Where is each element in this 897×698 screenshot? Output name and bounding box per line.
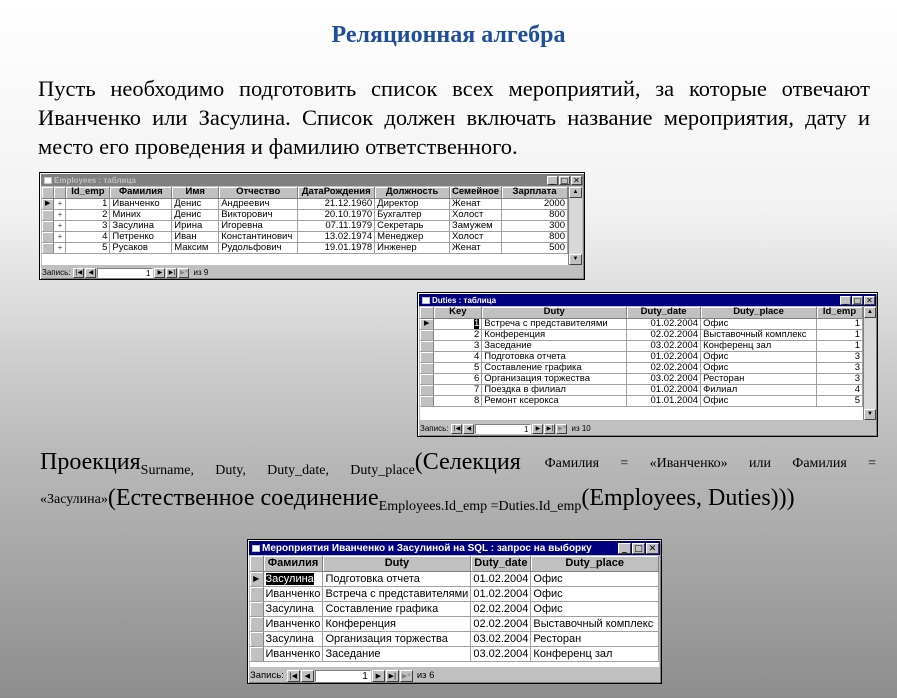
scroll-up-icon[interactable]: ▲ [864, 307, 876, 318]
record-total: из 10 [571, 424, 591, 433]
cell[interactable]: Женат [450, 198, 502, 209]
cell[interactable]: Денис [172, 198, 219, 209]
cell[interactable]: 03.02.2004 [627, 340, 701, 351]
query-header-row [250, 556, 659, 571]
projection-keyword: Проекция [40, 449, 141, 475]
table-row[interactable] [420, 318, 863, 329]
cell[interactable]: 6 [434, 373, 482, 384]
cell[interactable]: 03.02.2004 [627, 373, 701, 384]
cell[interactable]: Денис [172, 209, 219, 220]
slide-title: Реляционная алгебра [331, 22, 566, 48]
cell[interactable]: Офис [701, 362, 817, 373]
last-record-icon[interactable]: ▶| [386, 670, 399, 682]
cell[interactable]: 01.02.2004 [627, 351, 701, 362]
cell[interactable]: Засулина [263, 601, 323, 616]
cell[interactable]: 03.02.2004 [471, 646, 531, 661]
cell[interactable]: 5 [434, 362, 482, 373]
row-selector[interactable] [420, 373, 434, 384]
table-row[interactable] [420, 362, 863, 373]
cell[interactable]: 13.02.1974 [298, 231, 375, 242]
expand-header [54, 187, 66, 198]
column-header[interactable]: Фамилия [263, 556, 323, 571]
cell[interactable]: Иванченко [263, 616, 323, 631]
cell[interactable]: Иванченко [110, 198, 172, 209]
record-label: Запись: [420, 424, 449, 433]
cell[interactable]: 4 [817, 384, 863, 395]
employees-titlebar[interactable] [41, 174, 583, 186]
row-selector[interactable] [420, 351, 434, 362]
table-row[interactable] [250, 646, 659, 661]
cell[interactable]: 3 [434, 340, 482, 351]
row-selector[interactable] [250, 601, 263, 616]
query-icon [252, 545, 260, 552]
cell[interactable]: Встреча с представителями [323, 586, 471, 601]
record-navigator[interactable] [42, 266, 208, 279]
table-row[interactable] [250, 601, 659, 616]
table-row[interactable] [250, 571, 659, 586]
scroll-up-icon[interactable]: ▲ [569, 187, 582, 198]
cell[interactable]: 8 [434, 395, 482, 406]
query-titlebar[interactable] [249, 541, 660, 555]
cell[interactable]: 500 [502, 242, 568, 253]
row-selector-header [250, 556, 263, 571]
row-selector[interactable] [250, 586, 263, 601]
record-number-field[interactable]: 1 [475, 424, 531, 434]
table-row[interactable] [420, 351, 863, 362]
record-label: Запись: [42, 268, 71, 277]
relational-algebra-formula [40, 446, 876, 518]
record-total: из 6 [416, 670, 435, 681]
cell[interactable]: 3 [817, 362, 863, 373]
cell[interactable]: Холост [450, 231, 502, 242]
cell[interactable]: 3 [817, 373, 863, 384]
cell[interactable]: Менеджер [375, 231, 450, 242]
cell[interactable]: Офис [701, 395, 817, 406]
record-number-field[interactable]: 1 [315, 670, 371, 682]
cell[interactable]: Заседание [323, 646, 471, 661]
minimize-icon[interactable]: _ [618, 543, 631, 554]
cell[interactable]: Офис [531, 571, 659, 586]
cell[interactable]: Бухгалтер [375, 209, 450, 220]
plus-icon[interactable]: + [54, 209, 66, 220]
projection-attributes: Surname, Duty, Duty_date, Duty_place [140, 463, 415, 478]
new-record-icon[interactable]: ▶* [180, 268, 188, 276]
selected-cell-value[interactable]: Засулина [265, 572, 314, 585]
row-selector[interactable] [420, 329, 434, 340]
cell[interactable]: Засулина [263, 631, 323, 646]
selection-keyword: (Селекция [414, 449, 521, 475]
cell[interactable]: Конференц зал [701, 340, 817, 351]
duties-grid[interactable] [420, 307, 863, 420]
cell[interactable]: Секретарь [375, 220, 450, 231]
first-record-icon[interactable]: |◀ [287, 670, 300, 682]
cell[interactable]: Константинович [219, 231, 298, 242]
row-selector[interactable] [250, 631, 263, 646]
cell[interactable]: Подготовка отчета [482, 351, 627, 362]
row-selector[interactable] [420, 384, 434, 395]
cell[interactable]: Конференция [323, 616, 471, 631]
row-selector[interactable] [250, 646, 263, 661]
cell[interactable]: Офис [701, 318, 817, 329]
table-row[interactable] [420, 384, 863, 395]
cell[interactable]: 01.01.2004 [627, 395, 701, 406]
vertical-scrollbar[interactable] [568, 187, 582, 265]
column-header[interactable]: Duty [482, 307, 627, 318]
join-condition: Employees.Id_emp =Duties.Id_emp [378, 499, 582, 514]
row-selector-header [420, 307, 434, 318]
query-title: Мероприятия Иванченко и Засулиной на SQL : запрос на выборку [262, 542, 592, 554]
first-record-icon[interactable]: |◀ [451, 424, 462, 434]
cell[interactable]: 21.12.1960 [298, 198, 375, 209]
join-arguments: (Employees, Duties))) [581, 485, 795, 511]
cell[interactable]: Офис [701, 351, 817, 362]
cell[interactable]: 2000 [502, 198, 568, 209]
maximize-icon[interactable]: □ [560, 175, 569, 185]
column-header[interactable]: Duty_date [471, 556, 531, 571]
cell[interactable]: Русаков [110, 242, 172, 253]
plus-icon[interactable]: + [54, 242, 66, 253]
cell[interactable]: Подготовка отчета [323, 571, 471, 586]
maximize-icon[interactable]: □ [853, 295, 862, 305]
next-record-icon[interactable]: ▶ [372, 670, 385, 682]
cell[interactable]: 01.02.2004 [471, 571, 531, 586]
row-selector[interactable] [420, 395, 434, 406]
cell[interactable]: Женат [450, 242, 502, 253]
employees-header-row [42, 187, 568, 198]
cell[interactable]: Рудольфович [219, 242, 298, 253]
query-table [250, 556, 659, 662]
cell[interactable]: 02.02.2004 [471, 601, 531, 616]
column-header[interactable]: Key [434, 307, 482, 318]
scroll-down-icon[interactable]: ▼ [569, 254, 582, 265]
table-row[interactable] [420, 373, 863, 384]
cell[interactable]: 1 [66, 198, 110, 209]
row-selector[interactable] [42, 242, 54, 253]
next-record-icon[interactable]: ▶ [532, 424, 543, 434]
cell[interactable]: 5 [817, 395, 863, 406]
table-icon [44, 177, 52, 184]
plus-icon[interactable]: + [54, 231, 66, 242]
cell[interactable]: Андреевич [219, 198, 298, 209]
cell[interactable]: Петренко [110, 231, 172, 242]
table-row[interactable] [420, 329, 863, 340]
cell[interactable]: Выставочный комплекс [531, 616, 659, 631]
plus-icon[interactable]: + [54, 220, 66, 231]
query-window[interactable] [247, 539, 662, 684]
column-header[interactable]: Фамилия [110, 187, 172, 198]
column-header[interactable]: Duty_place [531, 556, 659, 571]
next-record-icon[interactable]: ▶ [154, 268, 165, 278]
column-header[interactable]: Id_emp [817, 307, 863, 318]
cell[interactable]: 01.02.2004 [627, 318, 701, 329]
record-total: из 9 [193, 268, 209, 277]
cell[interactable]: 20.10.1970 [298, 209, 375, 220]
row-selector[interactable] [420, 340, 434, 351]
cell[interactable]: 19.01.1978 [298, 242, 375, 253]
cell[interactable]: Составление графика [482, 362, 627, 373]
current-record-icon[interactable]: ▶ [250, 571, 263, 586]
record-navigator[interactable] [420, 422, 591, 435]
cell[interactable] [434, 318, 482, 329]
table-row[interactable] [250, 616, 659, 631]
cell[interactable]: Инженер [375, 242, 450, 253]
first-record-icon[interactable]: |◀ [73, 268, 84, 278]
cell[interactable]: 800 [502, 231, 568, 242]
cell[interactable]: 01.02.2004 [627, 384, 701, 395]
cell[interactable]: 02.02.2004 [627, 329, 701, 340]
cell[interactable]: 02.02.2004 [471, 616, 531, 631]
cell[interactable]: 03.02.2004 [471, 631, 531, 646]
duties-header-row [420, 307, 863, 318]
row-selector[interactable] [420, 362, 434, 373]
cell[interactable]: Поездка в филиал [482, 384, 627, 395]
close-icon[interactable]: ✕ [864, 296, 875, 305]
cell[interactable]: Ремонт ксерокса [482, 395, 627, 406]
join-keyword: (Естественное соединение [107, 485, 379, 511]
row-selector[interactable] [250, 616, 263, 631]
cell[interactable]: 7 [434, 384, 482, 395]
column-header[interactable]: Id_emp [66, 187, 110, 198]
duties-table [420, 307, 863, 407]
table-row[interactable] [42, 209, 568, 220]
cell[interactable]: Организация торжества [323, 631, 471, 646]
cell[interactable]: Замужем [450, 220, 502, 231]
cell[interactable]: 02.02.2004 [627, 362, 701, 373]
column-header[interactable]: Duty_place [701, 307, 817, 318]
table-row[interactable] [420, 340, 863, 351]
cell[interactable]: Составление графика [323, 601, 471, 616]
cell[interactable]: 300 [502, 220, 568, 231]
cell[interactable]: Ресторан [531, 631, 659, 646]
cell[interactable]: Ирина [172, 220, 219, 231]
cell[interactable]: 1 [817, 318, 863, 329]
duties-titlebar[interactable] [419, 294, 876, 306]
intro-paragraph: Пусть необходимо подготовить список всех мероприятий, за которые отвечают Иванченко или Засулина. Список должен включать название мероприятия, дату и место его проведения и фамилию ответственного. [38, 76, 870, 159]
last-record-icon[interactable]: ▶| [544, 424, 555, 434]
cell[interactable]: Викторович [219, 209, 298, 220]
cell[interactable]: 07.11.1979 [298, 220, 375, 231]
cell[interactable]: 800 [502, 209, 568, 220]
cell[interactable]: Иван [172, 231, 219, 242]
cell[interactable]: Миних [110, 209, 172, 220]
table-row[interactable] [42, 220, 568, 231]
query-grid[interactable] [250, 556, 659, 667]
cell[interactable]: Конференц зал [531, 646, 659, 661]
cell[interactable] [263, 571, 323, 586]
record-navigator[interactable] [250, 668, 434, 683]
new-record-icon[interactable]: ▶* [558, 424, 566, 432]
column-header[interactable]: Семейное [450, 187, 502, 198]
record-number-field[interactable]: 1 [97, 268, 153, 278]
new-record-icon[interactable]: ▶* [400, 670, 413, 682]
cell[interactable]: Организация торжества [482, 373, 627, 384]
cell[interactable]: Игоревна [219, 220, 298, 231]
record-label: Запись: [250, 670, 284, 681]
employees-table [42, 187, 568, 254]
close-icon[interactable]: ✕ [646, 543, 659, 554]
selection-condition: Фамилия = «Иванченко» или Фамилия = «Засулина» [40, 456, 876, 507]
last-record-icon[interactable]: ▶| [166, 268, 177, 278]
column-header[interactable]: Имя [172, 187, 219, 198]
cell[interactable]: Директор [375, 198, 450, 209]
vertical-scrollbar[interactable] [863, 307, 876, 420]
cell[interactable]: 4 [66, 231, 110, 242]
scroll-down-icon[interactable]: ▼ [864, 409, 876, 420]
cell[interactable]: 4 [434, 351, 482, 362]
column-header[interactable]: Duty_date [627, 307, 701, 318]
employees-grid[interactable] [42, 187, 568, 265]
table-row[interactable] [420, 395, 863, 406]
cell[interactable]: Выставочный комплекс [701, 329, 817, 340]
prev-record-icon[interactable]: ◀ [301, 670, 314, 682]
employees-window[interactable] [39, 172, 585, 280]
table-row[interactable] [250, 631, 659, 646]
current-record-icon[interactable]: ▶ [42, 198, 54, 209]
table-icon [422, 297, 430, 304]
maximize-icon[interactable]: □ [632, 543, 645, 554]
duties-window[interactable] [417, 292, 878, 437]
current-record-icon[interactable]: ▶ [420, 318, 434, 329]
cell[interactable]: 2 [66, 209, 110, 220]
cell[interactable]: 2 [434, 329, 482, 340]
cell[interactable]: 3 [66, 220, 110, 231]
plus-icon[interactable]: + [54, 198, 66, 209]
table-row[interactable] [42, 231, 568, 242]
cell[interactable]: 1 [817, 340, 863, 351]
cell[interactable]: Ресторан [701, 373, 817, 384]
cell[interactable]: 5 [66, 242, 110, 253]
column-header[interactable]: ДатаРождения [298, 187, 375, 198]
cell[interactable]: 1 [817, 329, 863, 340]
cell[interactable]: Филиал [701, 384, 817, 395]
minimize-icon[interactable]: _ [840, 296, 851, 305]
cell[interactable]: Офис [531, 601, 659, 616]
table-row[interactable] [42, 198, 568, 209]
duties-title: Duties : таблица [432, 295, 497, 305]
cell[interactable]: Иванченко [263, 646, 323, 661]
minimize-icon[interactable]: _ [547, 176, 558, 185]
column-header[interactable]: Должность [375, 187, 450, 198]
table-row[interactable] [250, 586, 659, 601]
cell[interactable]: Максим [172, 242, 219, 253]
close-icon[interactable]: ✕ [571, 176, 582, 185]
cell[interactable]: Иванченко [263, 586, 323, 601]
column-header[interactable]: Зарплата [502, 187, 568, 198]
table-row[interactable] [42, 242, 568, 253]
selected-cell-value[interactable]: 1 [474, 318, 480, 329]
row-selector[interactable] [42, 209, 54, 220]
cell[interactable]: 3 [817, 351, 863, 362]
row-selector-header [42, 187, 54, 198]
cell[interactable]: Встреча с представителями [482, 318, 627, 329]
prev-record-icon[interactable]: ◀ [463, 424, 474, 434]
column-header[interactable]: Duty [323, 556, 471, 571]
cell[interactable]: Засулина [110, 220, 172, 231]
cell[interactable]: Конференция [482, 329, 627, 340]
employees-title: Employees : таблица [54, 175, 136, 185]
cell[interactable]: 01.02.2004 [471, 586, 531, 601]
row-selector[interactable] [42, 231, 54, 242]
prev-record-icon[interactable]: ◀ [85, 268, 96, 278]
column-header[interactable]: Отчество [219, 187, 298, 198]
cell[interactable]: Холост [450, 209, 502, 220]
cell[interactable]: Офис [531, 586, 659, 601]
row-selector[interactable] [42, 220, 54, 231]
cell[interactable]: Заседание [482, 340, 627, 351]
